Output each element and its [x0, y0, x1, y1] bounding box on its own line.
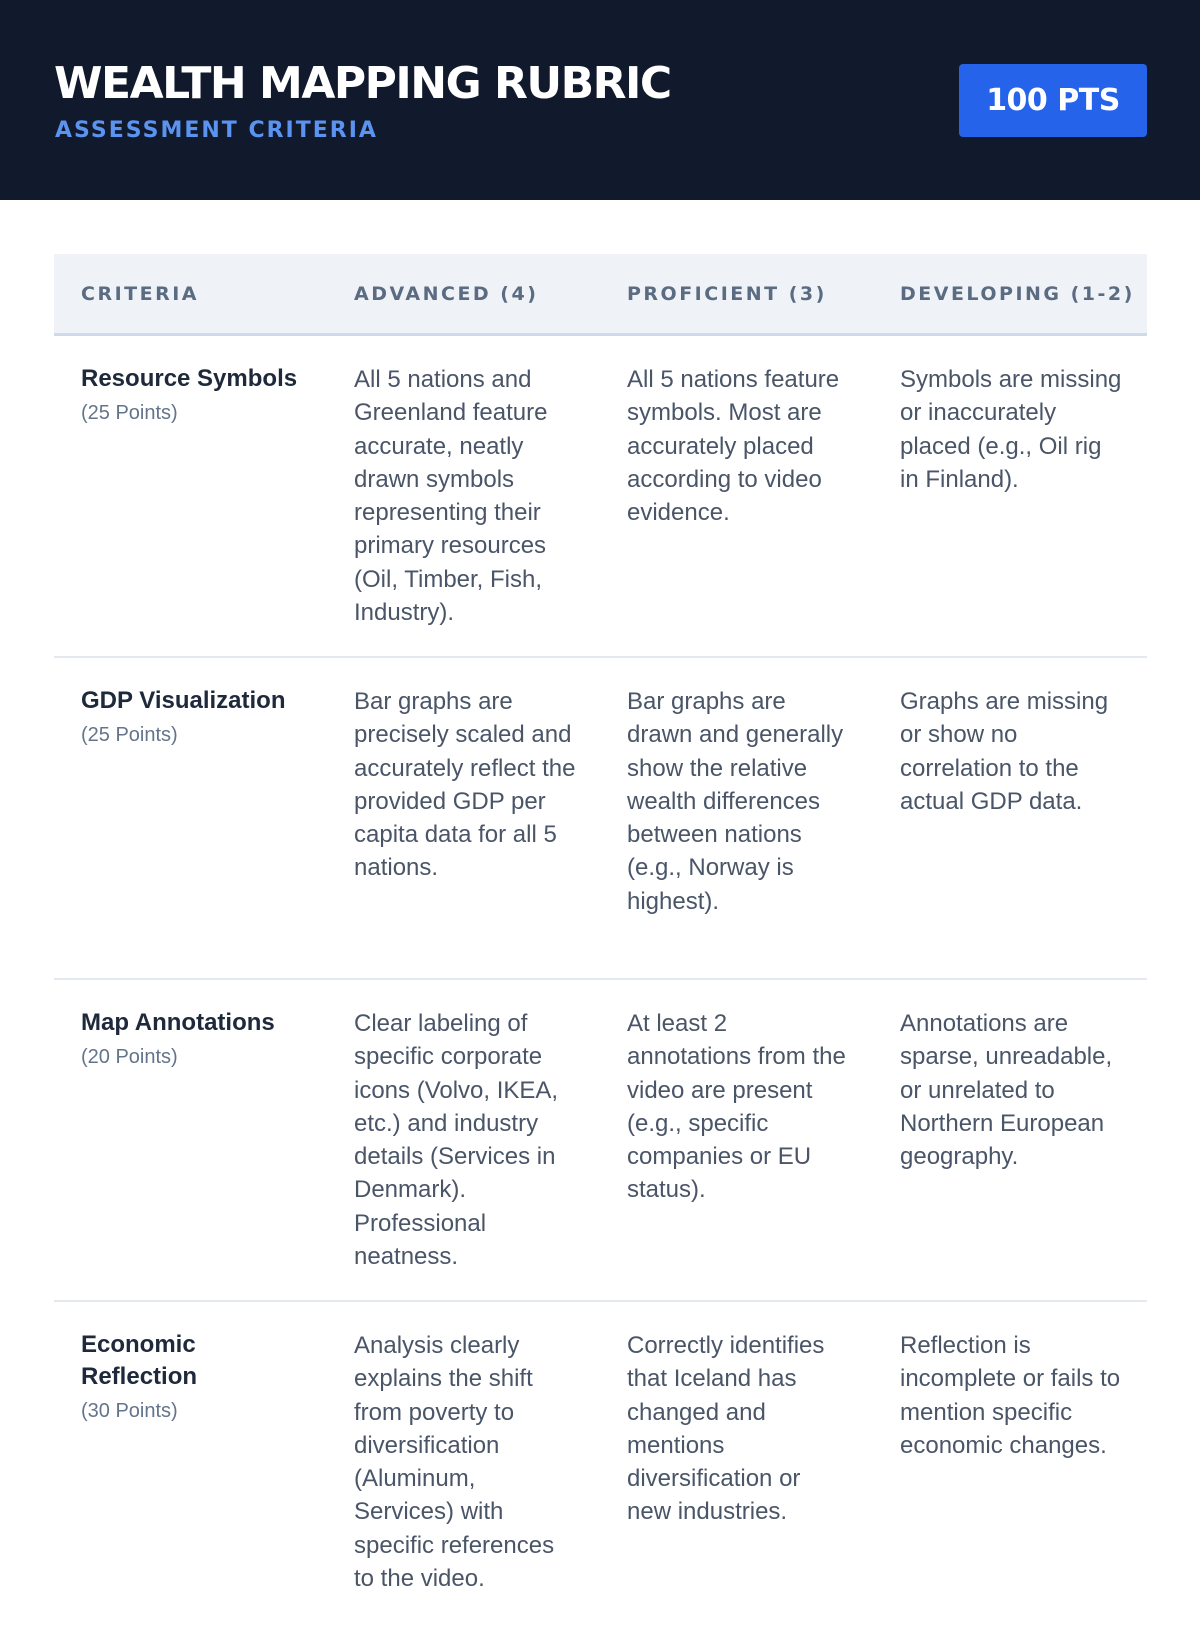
criteria-cell — [54, 336, 327, 656]
column-header-developing: DEVELOPING (1-2) — [900, 282, 1135, 305]
column-header-criteria: CRITERIA — [81, 282, 199, 305]
criteria-cell — [54, 658, 327, 978]
advanced-cell: All 5 nations and Greenland feature accurate, neatly drawn symbols representing their primary resources (Oil, Timber, Fish, Industry). — [354, 366, 548, 627]
advanced-cell: Clear labeling of specific corporate icons (Volvo, IKEA, etc.) and industry details (Services in Denmark). Professional neatness. — [354, 1010, 559, 1271]
developing-cell: Reflection is incomplete or fails to mention specific economic changes. — [900, 1332, 1121, 1459]
criteria-name: Resource Symbols — [81, 365, 298, 392]
developing-cell: Graphs are missing or show no correlation to the actual GDP data. — [900, 688, 1109, 815]
table-row — [54, 336, 1147, 658]
criteria-name: GDP Visualization — [81, 687, 286, 714]
rubric-table — [54, 254, 1147, 1632]
proficient-cell: All 5 nations feature symbols. Most are accurately placed according to video evidence. — [627, 366, 840, 527]
advanced-cell: Bar graphs are precisely scaled and accurately reflect the provided GDP per capita data for all 5 nations. — [354, 688, 576, 882]
proficient-cell: Correctly identifies that Iceland has changed and mentions diversification or new industries. — [627, 1332, 825, 1526]
criteria-points: (20 Points) — [81, 1046, 178, 1068]
page-subtitle: ASSESSMENT CRITERIA — [55, 118, 378, 143]
criteria-cell — [54, 1302, 327, 1632]
points-badge: 100 PTS — [959, 64, 1147, 137]
criteria-points: (25 Points) — [81, 724, 178, 746]
table-row — [54, 1302, 1147, 1632]
advanced-cell: Analysis clearly explains the shift from poverty to diversification (Aluminum, Services) with specific references to the video. — [354, 1332, 555, 1593]
developing-cell: Annotations are sparse, unreadable, or unrelated to Northern European geography. — [900, 1010, 1113, 1171]
criteria-name: Economic Reflection — [81, 1331, 198, 1390]
developing-cell: Symbols are missing or inaccurately placed (e.g., Oil rig in Finland). — [900, 366, 1122, 493]
column-header-proficient: PROFICIENT (3) — [627, 282, 827, 305]
header-banner — [0, 0, 1200, 200]
page-title: WEALTH MAPPING RUBRIC — [54, 58, 671, 109]
criteria-points: (25 Points) — [81, 402, 178, 424]
criteria-cell — [54, 980, 327, 1300]
table-row — [54, 658, 1147, 980]
column-header-advanced: ADVANCED (4) — [354, 282, 539, 305]
proficient-cell: At least 2 annotations from the video are present (e.g., specific companies or EU status). — [627, 1010, 846, 1204]
table-header — [54, 254, 1147, 336]
criteria-points: (30 Points) — [81, 1400, 178, 1422]
criteria-name: Map Annotations — [81, 1009, 275, 1036]
proficient-cell: Bar graphs are drawn and generally show the relative wealth differences between nations (e.g., Norway is highest). — [627, 688, 844, 915]
table-row — [54, 980, 1147, 1302]
